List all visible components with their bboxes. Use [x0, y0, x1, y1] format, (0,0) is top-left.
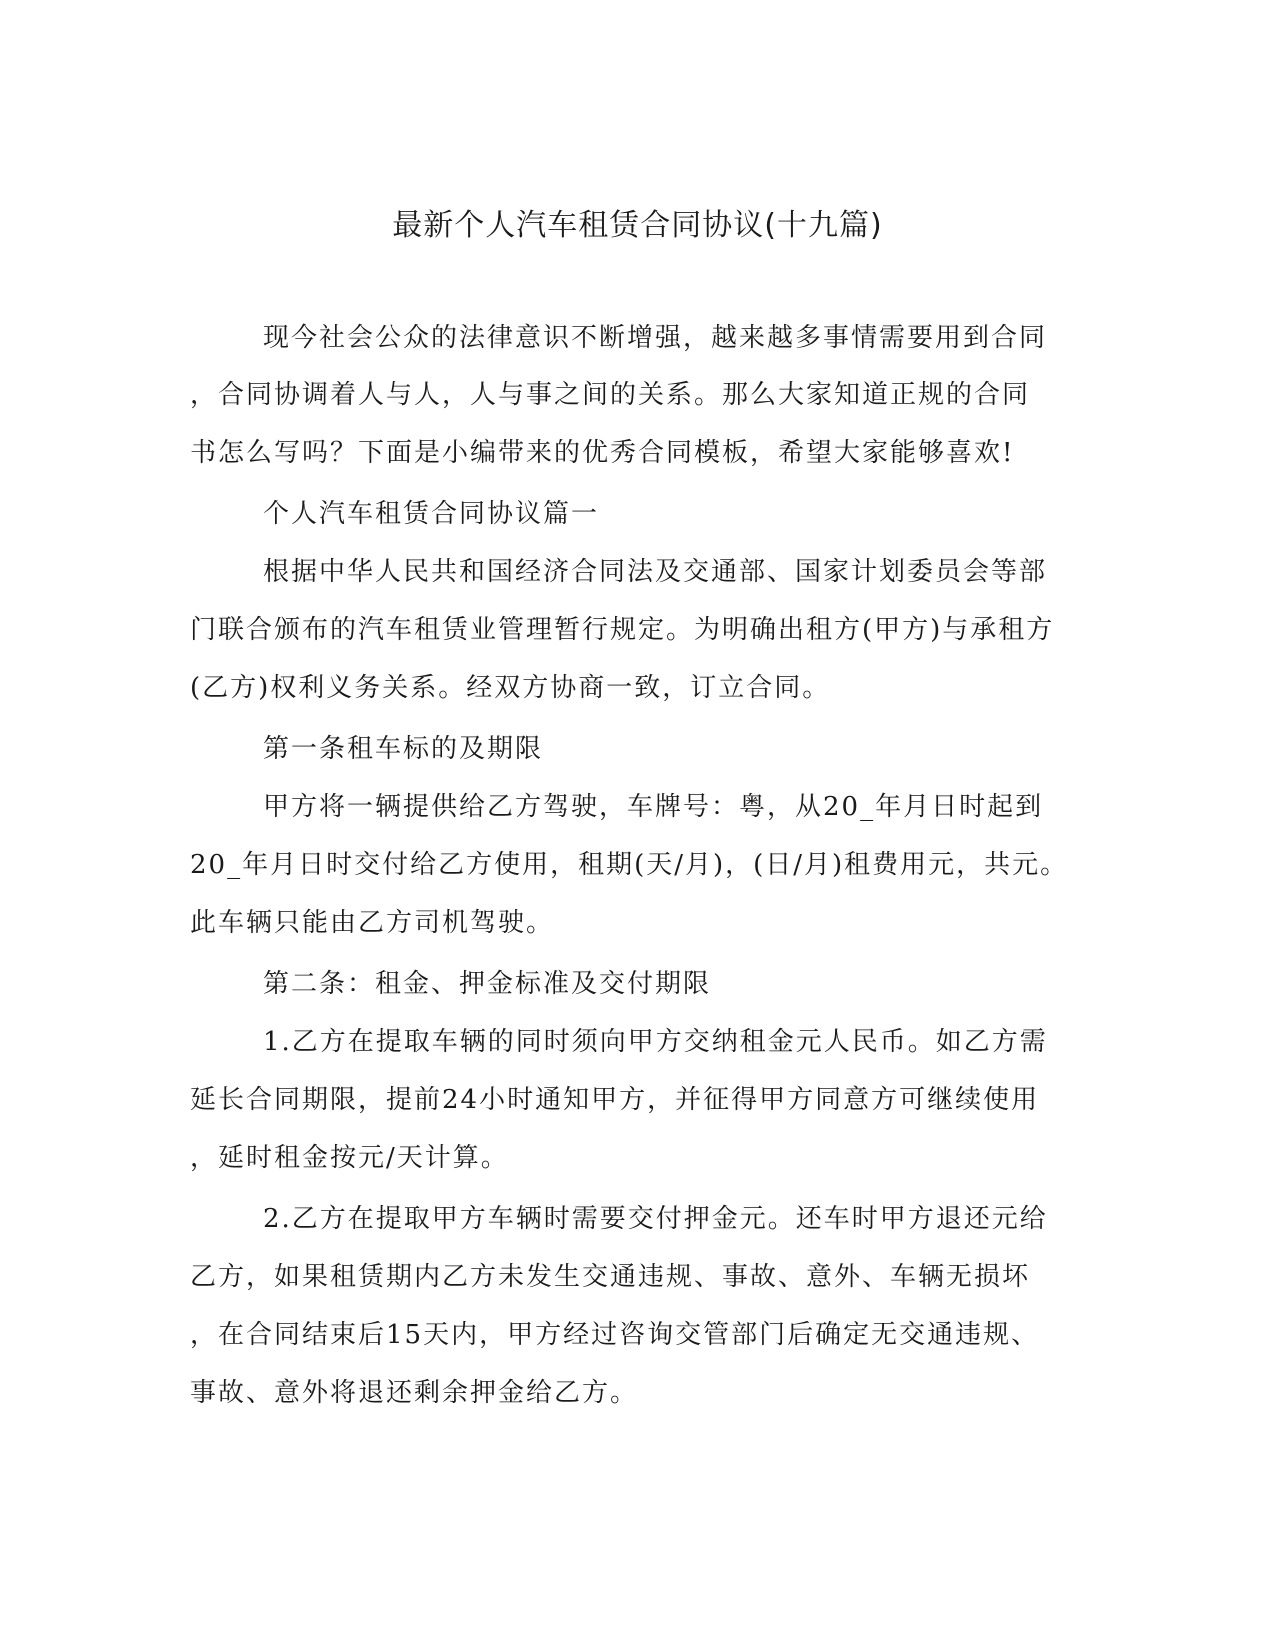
paragraph-line: 根据中华人民共和国经济合同法及交通部、国家计划委员会等部: [263, 557, 1048, 587]
article-heading: 第一条租车标的及期限: [263, 734, 544, 764]
paragraph-line: 乙方，如果租赁期内乙方未发生交通违规、事故、意外、车辆无损坏: [190, 1262, 1031, 1292]
article-heading: 第二条：租金、押金标准及交付期限: [263, 969, 712, 999]
paragraph-line: 现今社会公众的法律意识不断增强，越来越多事情需要用到合同: [263, 323, 1048, 353]
paragraph-line: 书怎么写吗？下面是小编带来的优秀合同模板，希望大家能够喜欢!: [190, 438, 1015, 468]
paragraph-line: ，合同协调着人与人，人与事之间的关系。那么大家知道正规的合同: [190, 380, 1031, 410]
paragraph-line: ，在合同结束后15天内，甲方经过咨询交管部门后确定无交通违规、: [190, 1320, 1040, 1350]
paragraph-line: 1.乙方在提取车辆的同时须向甲方交纳租金元人民币。如乙方需: [263, 1027, 1048, 1057]
paragraph-line: 甲方将一辆提供给乙方驾驶，车牌号：粤，从20_年月日时起到: [263, 792, 1044, 822]
paragraph-line: 延长合同期限，提前24小时通知甲方，并征得甲方同意方可继续使用: [190, 1085, 1040, 1115]
paragraph-line: 2.乙方在提取甲方车辆时需要交付押金元。还车时甲方退还元给: [263, 1204, 1048, 1234]
paragraph-line: 门联合颁布的汽车租赁业管理暂行规定。为明确出租方(甲方)与承租方: [190, 615, 1055, 645]
paragraph-line: (乙方)权利义务关系。经双方协商一致，订立合同。: [190, 673, 831, 703]
document-title: 最新个人汽车租赁合同协议(十九篇): [392, 208, 883, 243]
paragraph-line: 事故、意外将退还剩余押金给乙方。: [190, 1378, 639, 1408]
paragraph-line: 此车辆只能由乙方司机驾驶。: [190, 908, 555, 938]
section-heading: 个人汽车租赁合同协议篇一: [263, 499, 600, 529]
paragraph-line: ，延时租金按元/天计算。: [190, 1143, 509, 1173]
paragraph-line: 20_年月日时交付给乙方使用，租期(天/月)，(日/月)租费用元，共元。: [190, 850, 1069, 880]
